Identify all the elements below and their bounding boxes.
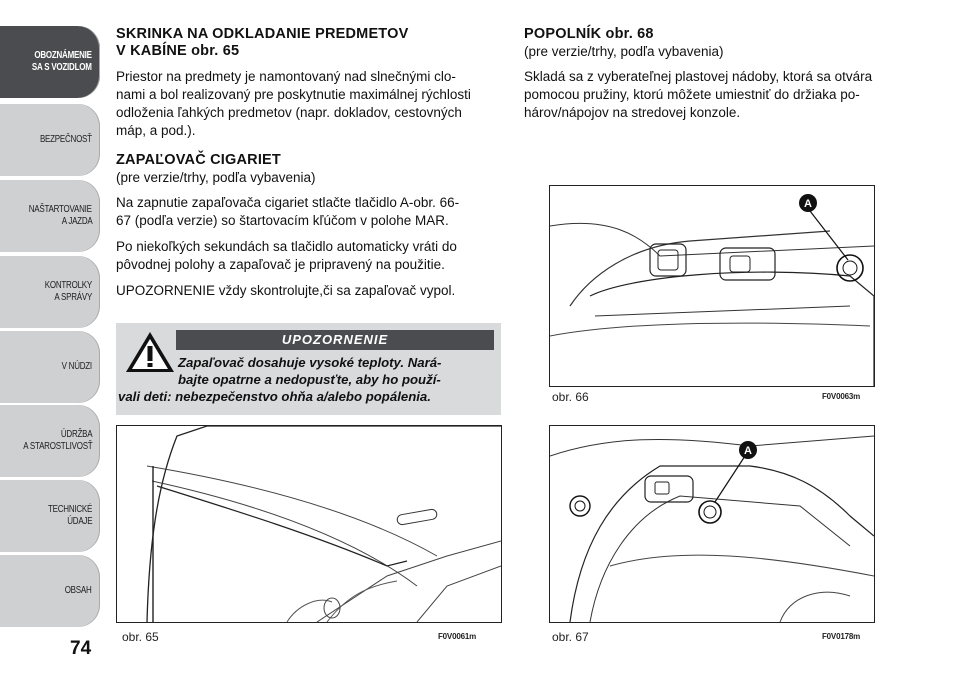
section-title-storage-2: V KABÍNE obr. 65 — [116, 43, 240, 59]
tab-udrzba[interactable] — [0, 405, 100, 477]
paragraph-line: Skladá sa z vyberateľnej plastovej nádoby, ktorá sa otvára — [524, 69, 873, 84]
chapter-tab-rail — [0, 0, 104, 630]
tab-v-nudzi[interactable] — [0, 331, 100, 403]
tab-label: BEZPEČNOSŤ — [40, 134, 92, 145]
tab-technicke[interactable] — [0, 480, 100, 552]
paragraph-line: pomocou pružiny, ktorú môžete umiestniť do držiaka po- — [524, 87, 860, 102]
tab-obsah[interactable] — [0, 555, 100, 627]
tab-nastartovanie[interactable] — [0, 180, 100, 252]
figure-66-cigar-lighter — [549, 185, 875, 387]
figure-code: F0V0178m — [822, 632, 860, 641]
tab-label: A JAZDA — [61, 216, 92, 227]
section-subtitle: (pre verzie/trhy, podľa vybavenia) — [524, 44, 724, 59]
tab-kontrolky[interactable] — [0, 256, 100, 328]
tab-label: TECHNICKÉ — [47, 504, 92, 515]
figure-67-cigar-lighter — [549, 425, 875, 623]
tab-label: ÚDRŽBA — [60, 429, 92, 440]
callout-label-a: A — [804, 198, 812, 210]
tab-label: A SPRÁVY — [54, 292, 92, 303]
tab-label: SA S VOZIDLOM — [32, 62, 92, 73]
tab-oboznamenie[interactable] — [0, 26, 100, 98]
paragraph-line: Na zapnutie zapaľovača cigariet stlačte tlačidlo A-obr. 66- — [116, 195, 460, 210]
figure-code: F0V0063m — [822, 392, 860, 401]
figure-caption: obr. 66 — [552, 390, 589, 404]
callout-label-a: A — [744, 445, 752, 457]
paragraph-line: odloženia ľahkých predmetov (napr. dokladov, cestovných — [116, 105, 462, 120]
section-title-storage: SKRINKA NA ODKLADANIE PREDMETOV — [116, 26, 409, 42]
paragraph-line: hárov/nápojov na stredovej konzole. — [524, 105, 741, 120]
paragraph-line: 67 (podľa verzie) so štartovacím kľúčom v polohe MAR. — [116, 213, 449, 228]
figure-65-storage-compartment — [116, 425, 502, 623]
paragraph-line: nami a bol realizovaný pre poskytnutie maximálnej rýchlosti — [116, 87, 471, 102]
paragraph-line: máp, a pod.). — [116, 123, 196, 138]
paragraph-line: UPOZORNENIE vždy skontrolujte,či sa zapaľovač vypol. — [116, 283, 456, 298]
tab-label: ÚDAJE — [66, 516, 92, 527]
page-number: 74 — [70, 638, 92, 659]
left-column — [116, 26, 501, 300]
warning-line: Zapaľovač dosahuje vysoké teploty. Nará- — [178, 355, 442, 370]
warning-line: bajte opatrne a nedopusťte, aby ho použí- — [178, 372, 441, 387]
figure-caption: obr. 67 — [552, 630, 589, 644]
paragraph-line: Priestor na predmety je namontovaný nad slnečnými clo- — [116, 69, 456, 84]
paragraph-line: Po niekoľkých sekundách sa tlačidlo automaticky vráti do — [116, 239, 457, 254]
section-title-lighter: ZAPAĽOVAČ CIGARIET — [116, 152, 281, 168]
section-subtitle: (pre verzie/trhy, podľa vybavenia) — [116, 170, 316, 185]
warning-text — [118, 354, 496, 405]
warning-line: vali deti: nebezpečenstvo ohňa a/alebo popálenia. — [118, 389, 431, 404]
paragraph-line: pôvodnej polohy a zapaľovač je pripravený na použitie. — [116, 257, 445, 272]
tab-bezpecnost[interactable] — [0, 104, 100, 176]
section-title-ashtray: POPOLNÍK obr. 68 — [524, 26, 654, 42]
tab-label: OBSAH — [65, 585, 92, 596]
tab-label: KONTROLKY — [44, 280, 92, 291]
warning-title: UPOZORNENIE — [176, 330, 494, 350]
figure-caption: obr. 65 — [122, 630, 159, 644]
tab-label: A STAROSTLIVOSŤ — [22, 441, 92, 452]
figure-code: F0V0061m — [438, 632, 476, 641]
tab-label: V NÚDZI — [61, 361, 92, 372]
right-column — [524, 26, 914, 122]
tab-label: OBOZNÁMENIE — [34, 50, 92, 61]
tab-label: NAŠTARTOVANIE — [29, 204, 92, 215]
